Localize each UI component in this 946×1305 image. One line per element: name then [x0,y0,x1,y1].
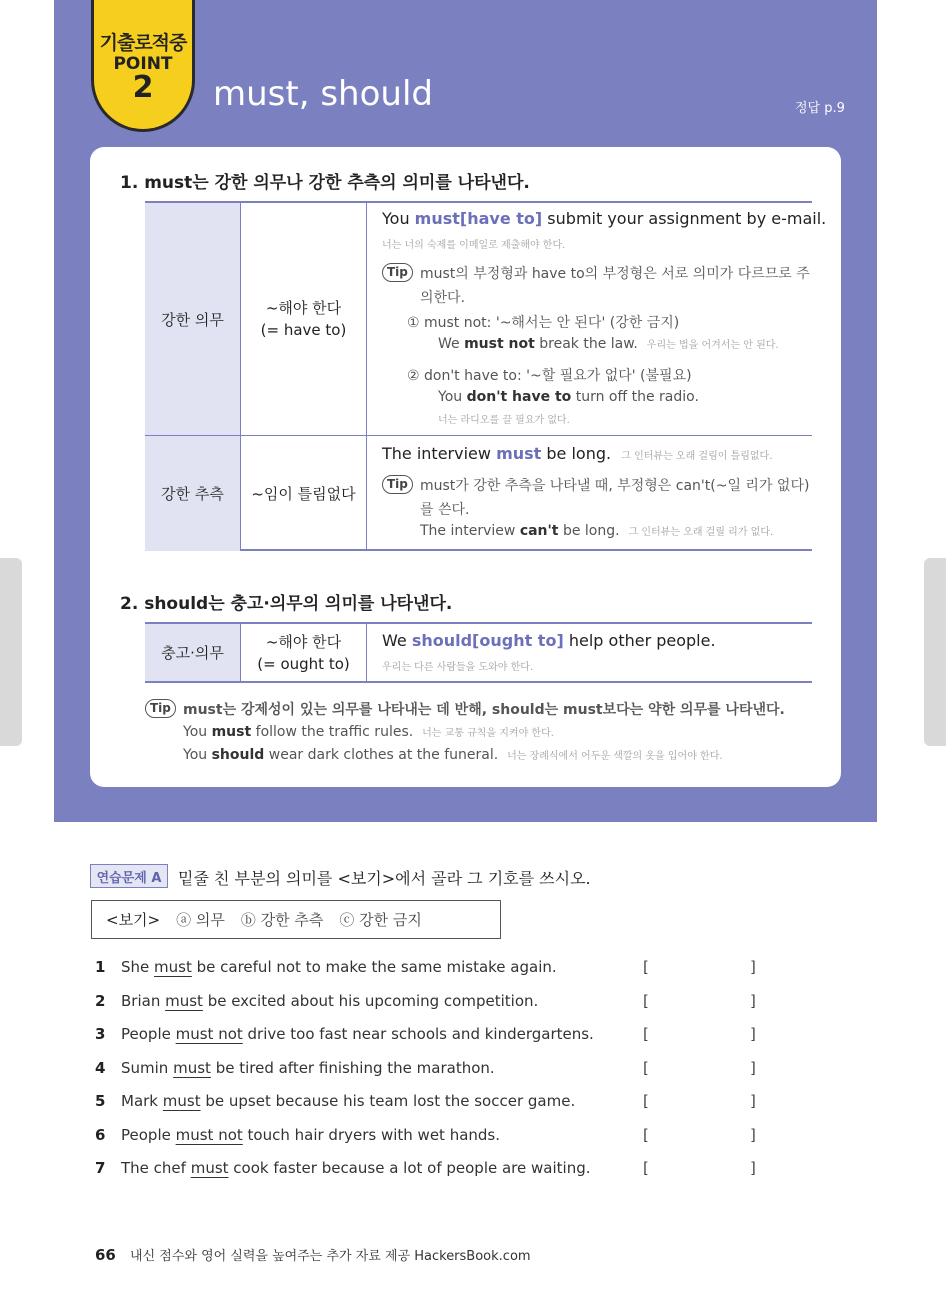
footer [95,1245,531,1264]
row1-meaning [241,203,367,435]
section2-tip-text: must는 강제성이 있는 의무를 나타내는 데 반해, should는 must보다는 약한 의무를 나타낸다. [183,702,785,718]
question-row [95,1092,795,1116]
question-pre: She [121,958,155,976]
answer-bracket-open[interactable]: [ [643,1059,649,1077]
badge-brand: 기출로적중 [99,32,187,54]
answer-bracket-open[interactable]: [ [643,1159,649,1177]
underlined-phrase: must not [175,1126,243,1144]
row1-tip-line2: 의한다. [420,290,466,306]
row1-sub2-example [438,389,699,405]
row1-sub1-example [438,336,779,352]
question-row [95,1159,795,1183]
page-number: 66 [95,1246,116,1264]
question-number: 3 [95,1025,106,1043]
answer-bracket-open[interactable]: [ [643,1092,649,1110]
underlined-phrase: must [165,992,203,1010]
question-row [95,1126,795,1150]
question-pre: Brian [121,992,166,1010]
question-row [95,1025,795,1049]
row1-meaning-line2: (= have to) [260,321,347,339]
ex-text: You [183,724,212,740]
ex-bold: must not [464,336,535,352]
question-number: 2 [95,992,106,1010]
answer-bracket-close[interactable]: ] [750,1159,756,1177]
row1-example [382,209,826,228]
question-post: drive too fast near schools and kindergartens. [242,1025,594,1043]
question-text [121,1092,575,1110]
ex-text: help other people. [563,631,716,650]
row2-example [382,444,772,463]
section2-tip-example1 [183,724,554,740]
must-table [145,201,827,551]
should-meaning-line2: (= ought to) [257,654,350,673]
exercise-badge: 연습문제 A [90,864,168,888]
ex-text: submit your assignment by e-mail. [542,209,827,228]
ex-translation: 너는 장례식에서 어두운 색깔의 옷을 입어야 한다. [507,751,723,762]
question-row [95,958,795,982]
ex-text: be long. [541,444,612,463]
underlined-phrase: must [173,1059,211,1077]
row1-meaning-line1: ~해야 한다 [265,299,342,317]
answer-bracket-close[interactable]: ] [750,992,756,1010]
question-text [121,1025,594,1043]
question-pre: The chef [121,1159,191,1177]
should-meaning-line1: ~해야 한다 [265,632,342,651]
answer-bracket-open[interactable]: [ [643,1126,649,1144]
ex-highlight: must [496,444,542,463]
answer-bracket-open[interactable]: [ [643,992,649,1010]
question-post: touch hair dryers with wet hands. [242,1126,501,1144]
row2-meaning: ~임이 틀림없다 [241,436,367,551]
left-side-tab [0,558,22,746]
options-box-label: <보기> [106,911,161,929]
question-text [121,1159,591,1177]
ex-translation: 너는 교통 규칙을 지켜야 한다. [422,728,554,739]
ex-text: You [183,747,212,763]
ex-text: wear dark clothes at the funeral. [264,747,499,763]
option-b: ⓑ 강한 추측 [240,911,324,929]
answer-bracket-close[interactable]: ] [750,1025,756,1043]
question-pre: Sumin [121,1059,174,1077]
question-number: 4 [95,1059,106,1077]
ex-text: turn off the radio. [571,389,699,405]
answer-bracket-close[interactable]: ] [750,1126,756,1144]
question-number: 5 [95,1092,106,1110]
question-row [95,1059,795,1083]
answer-bracket-close[interactable]: ] [750,1059,756,1077]
tip-tag: Tip [382,475,413,494]
row2-label: 강한 추측 [145,436,241,551]
answer-bracket-open[interactable]: [ [643,958,649,976]
row1-sub1: ① must not: '~해서는 안 된다' (강한 금지) [407,315,680,331]
should-example-translation: 우리는 다른 사람들을 도와야 한다. [382,662,534,673]
row2-tip-line2: 를 쓴다. [420,502,470,518]
question-text [121,1059,495,1077]
exercise-instruction: 밑줄 친 부분의 의미를 <보기>에서 골라 그 기호를 쓰시오. [178,869,591,888]
underlined-phrase: must [162,1092,201,1110]
underlined-phrase: must not [175,1025,243,1043]
should-example [382,631,716,650]
question-pre: People [121,1126,176,1144]
underlined-phrase: must [154,958,192,976]
answer-reference: 정답 p.9 [795,101,845,116]
ex-text: We [382,631,412,650]
ex-bold: can't [519,523,559,539]
content-card [90,147,841,787]
option-a: ⓐ 의무 [176,911,225,929]
row2-tip-line1: must가 강한 추측을 나타낼 때, 부정형은 can't(~일 리가 없다) [420,478,810,494]
question-text [121,958,557,976]
point-badge [91,0,195,132]
question-text [121,992,538,1010]
row1-label: 강한 의무 [145,203,241,435]
question-number: 6 [95,1126,106,1144]
row1-sub2-translation: 너는 라디오를 끌 필요가 없다. [438,415,570,426]
section2-heading: 2. should는 충고·의무의 의미를 나타낸다. [120,594,453,614]
ex-highlight: should[ought to] [411,631,564,650]
question-post: cook faster because a lot of people are waiting. [228,1159,591,1177]
underlined-phrase: must [190,1159,229,1177]
question-post: be careful not to make the same mistake again. [191,958,557,976]
footer-text: 내신 점수와 영어 실력을 높여주는 추가 자료 제공 HackersBook.com [130,1249,531,1264]
question-row [95,992,795,1016]
ex-text: The interview [420,523,520,539]
ex-bold: should [211,747,265,763]
row1-tip-line1: must의 부정형과 have to의 부정형은 서로 의미가 다르므로 주 [420,266,810,282]
badge-point-label: POINT [113,54,173,74]
ex-translation: 우리는 법을 어겨서는 안 된다. [646,340,779,351]
tip-tag: Tip [382,263,413,282]
ex-translation: 그 인터뷰는 오래 걸릴 리가 없다. [628,527,774,538]
ex-bold: don't have to [466,389,572,405]
ex-highlight: must[have to] [414,209,543,228]
question-number: 1 [95,958,106,976]
answer-bracket-open[interactable]: [ [643,1025,649,1043]
section1-heading: 1. must는 강한 의무나 강한 추측의 의미를 나타낸다. [120,173,530,193]
should-meaning [241,624,367,681]
question-post: be upset because his team lost the soccer game. [200,1092,576,1110]
question-pre: Mark [121,1092,163,1110]
ex-text: be long. [558,523,620,539]
ex-text: The interview [382,444,497,463]
ex-bold: must [211,724,252,740]
ex-translation: 그 인터뷰는 오래 걸림이 틀림없다. [621,451,773,462]
badge-number: 2 [132,70,154,105]
answer-bracket-close[interactable]: ] [750,958,756,976]
option-c: ⓒ 강한 금지 [339,911,422,929]
right-side-tab [924,558,946,746]
answer-bracket-close[interactable]: ] [750,1092,756,1110]
question-post: be excited about his upcoming competition. [202,992,539,1010]
ex-text: break the law. [534,336,638,352]
page-title: must, should [213,74,433,114]
ex-text: We [438,336,465,352]
should-label: 충고·의무 [145,624,241,681]
ex-text: You [438,389,467,405]
section2-tip-example2 [183,747,723,763]
ex-text: follow the traffic rules. [251,724,414,740]
row1-sub2: ② don't have to: '~할 필요가 없다' (불필요) [407,368,692,384]
question-post: be tired after finishing the marathon. [210,1059,495,1077]
should-table [145,622,812,683]
row1-example-translation: 너는 너의 숙제를 이메일로 제출해야 한다. [382,240,566,251]
tip-tag: Tip [145,699,176,718]
question-number: 7 [95,1159,106,1177]
row2-tip-example [420,523,773,539]
ex-text: You [382,209,415,228]
question-pre: People [121,1025,176,1043]
options-box [91,900,501,939]
question-text [121,1126,500,1144]
